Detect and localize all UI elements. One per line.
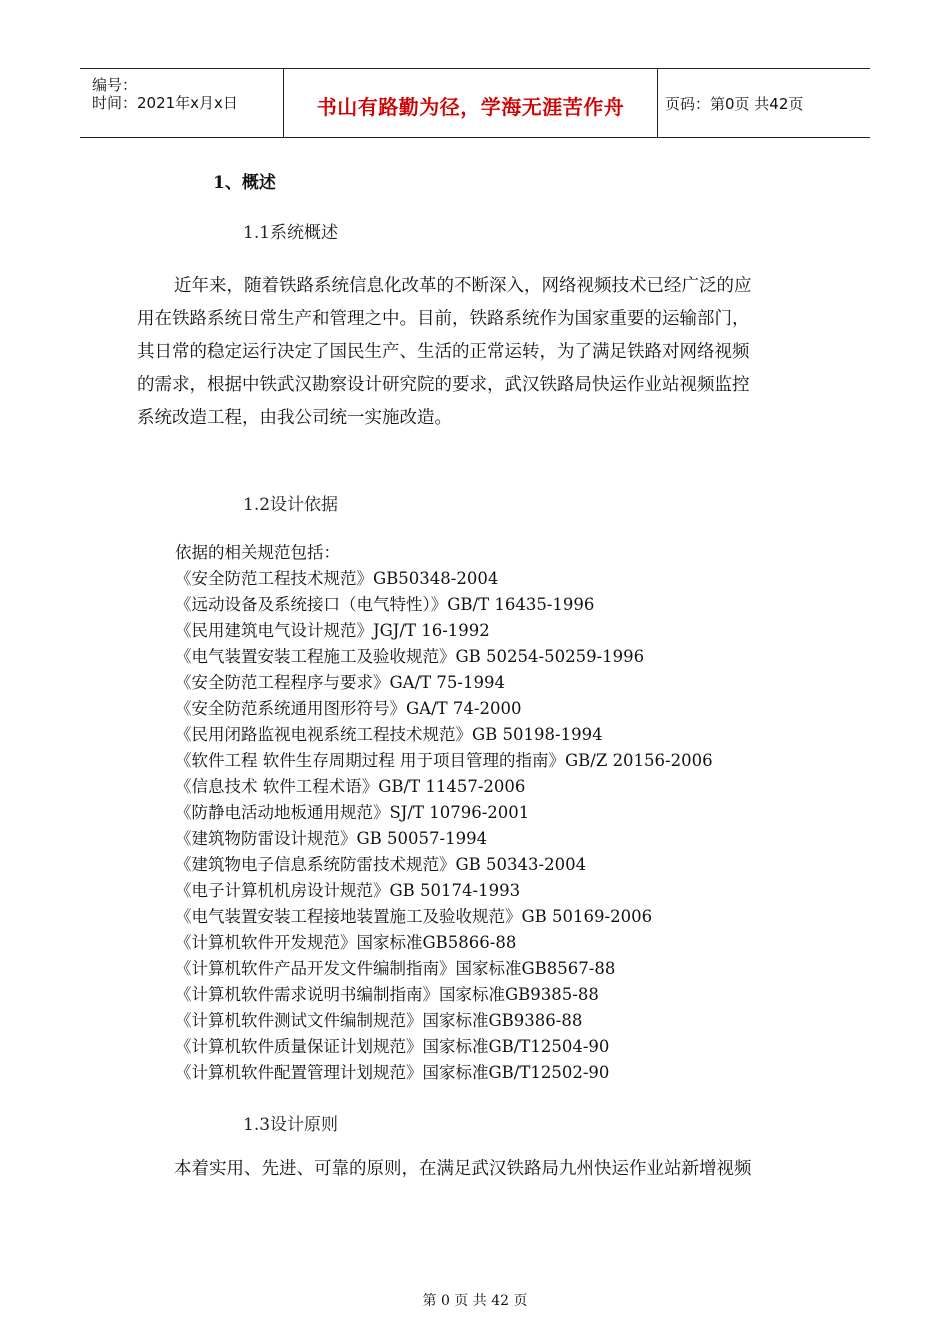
reference-item: 《电气装置安装工程接地装置施工及验收规范》GB 50169-2006: [175, 907, 653, 926]
header-motto: 书山有路勤为径，学海无涯苦作舟: [316, 95, 625, 119]
reference-item: 《软件工程 软件生存周期过程 用于项目管理的指南》GB/Z 20156-2006: [175, 751, 713, 770]
header-motto-cell: [283, 69, 658, 137]
reference-item: 《建筑物电子信息系统防雷技术规范》GB 50343-2004: [175, 855, 587, 874]
references-intro: 依据的相关规范包括：: [175, 543, 340, 562]
reference-item: 《计算机软件质量保证计划规范》国家标准GB/T12504-90: [175, 1037, 610, 1056]
reference-item: 《民用闭路监视电视系统工程技术规范》GB 50198-1994: [175, 725, 603, 744]
section-1-title: 1、概述: [213, 173, 276, 193]
reference-item: 《安全防范工程程序与要求》GA/T 75-1994: [175, 673, 505, 692]
paragraph-line: 的需求，根据中铁武汉勘察设计研究院的要求，武汉铁路局快运作业站视频监控: [137, 375, 750, 395]
header-page-cell: [657, 69, 870, 137]
header-meta-cell: [80, 69, 283, 137]
section-1-3-title: 1.3设计原则: [243, 1115, 339, 1135]
reference-item: 《计算机软件测试文件编制规范》国家标准GB9386-88: [175, 1011, 583, 1030]
document-time-label: 时间：2021年x月x日: [92, 94, 238, 112]
section-1-3-paragraph: [137, 1153, 817, 1186]
section-1-1-title: 1.1系统概述: [243, 223, 339, 243]
reference-item: 《信息技术 软件工程术语》GB/T 11457-2006: [175, 777, 526, 796]
document-number-label: 编号：: [92, 76, 138, 94]
paragraph-line: 系统改造工程，由我公司统一实施改造。: [137, 408, 452, 428]
references-list: [175, 540, 713, 1086]
reference-item: 《电子计算机机房设计规范》GB 50174-1993: [175, 881, 521, 900]
section-1-2-title: 1.2设计依据: [243, 495, 339, 515]
reference-item: 《计算机软件开发规范》国家标准GB5866-88: [175, 933, 517, 952]
reference-item: 《安全防范工程技术规范》GB50348-2004: [175, 569, 499, 588]
reference-item: 《远动设备及系统接口（电气特性）》GB/T 16435-1996: [175, 595, 595, 614]
paragraph-line: 本着实用、先进、可靠的原则，在满足武汉铁路局九州快运作业站新增视频: [174, 1159, 752, 1179]
reference-item: 《计算机软件产品开发文件编制指南》国家标准GB8567-88: [175, 959, 616, 978]
paragraph-line: 近年来，随着铁路系统信息化改革的不断深入，网络视频技术已经广泛的应: [174, 276, 752, 296]
paragraph-line: 用在铁路系统日常生产和管理之中。目前，铁路系统作为国家重要的运输部门，: [137, 309, 750, 329]
paragraph-line: 其日常的稳定运行决定了国民生产、生活的正常运转，为了满足铁路对网络视频: [137, 342, 750, 362]
reference-item: 《计算机软件配置管理计划规范》国家标准GB/T12502-90: [175, 1063, 610, 1082]
section-1-1-paragraph: [137, 270, 817, 435]
page-footer: 第 0 页 共 42 页: [422, 1293, 528, 1309]
header-page-info: 页码：第0页 共42页: [665, 95, 804, 113]
reference-item: 《民用建筑电气设计规范》JGJ/T 16-1992: [175, 621, 490, 640]
reference-item: 《电气装置安装工程施工及验收规范》GB 50254-50259-1996: [175, 647, 645, 666]
page-header: [80, 68, 870, 138]
reference-item: 《安全防范系统通用图形符号》GA/T 74-2000: [175, 699, 522, 718]
reference-item: 《计算机软件需求说明书编制指南》国家标准GB9385-88: [175, 985, 599, 1004]
reference-item: 《建筑物防雷设计规范》GB 50057-1994: [175, 829, 488, 848]
reference-item: 《防静电活动地板通用规范》SJ/T 10796-2001: [175, 803, 530, 822]
